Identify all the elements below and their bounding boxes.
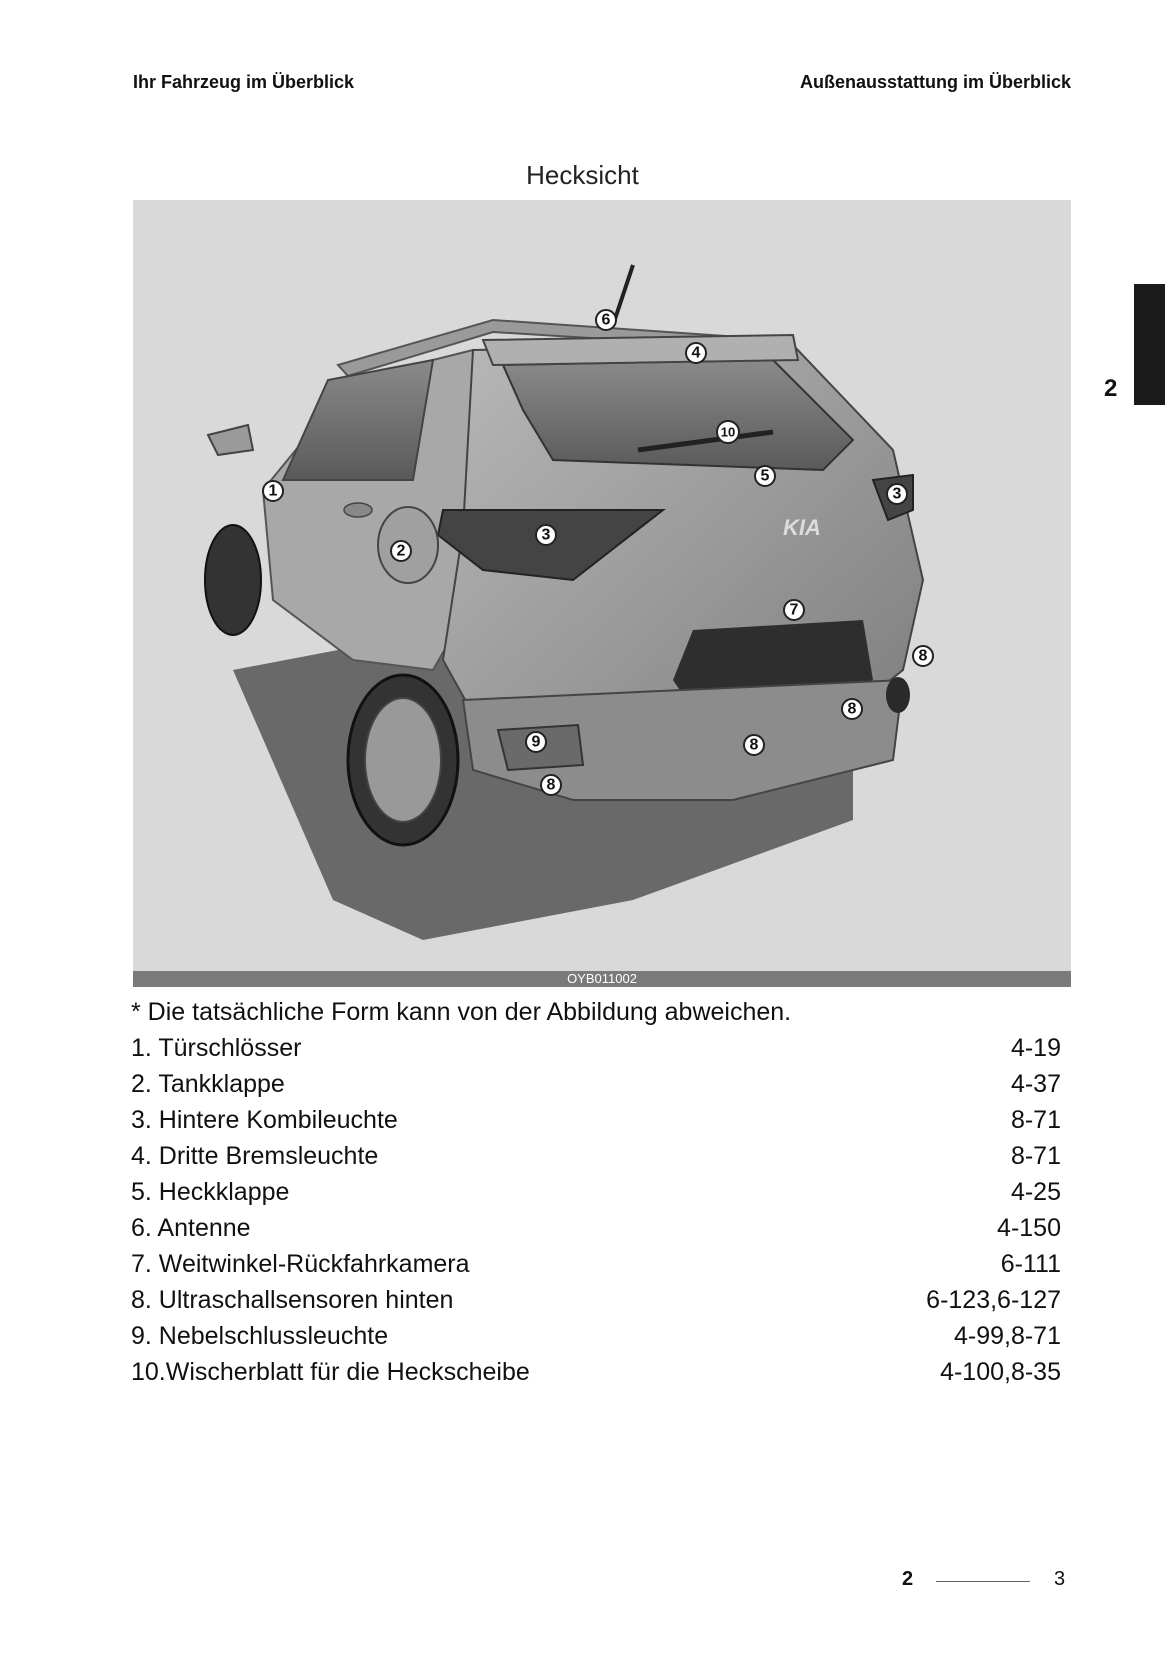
item-page-ref: 8-71 (1010, 1142, 1061, 1170)
callout-8-side (913, 646, 933, 666)
callout-8-center (744, 735, 764, 755)
callout-6 (596, 310, 616, 330)
running-header-right: Außenausstattung im Überblick (799, 72, 1071, 92)
item-label: 7. Weitwinkel-Rückfahrkamera (131, 1250, 470, 1278)
list-item (131, 1354, 1061, 1390)
svg-text:3: 3 (541, 526, 551, 544)
figure-caption-bar (133, 971, 1071, 987)
callout-5 (755, 466, 775, 486)
callout-1 (263, 481, 283, 501)
callout-7 (784, 600, 804, 620)
list-item (131, 1066, 1061, 1102)
item-page-ref: 4-150 (997, 1214, 1061, 1242)
item-label: 6. Antenne (131, 1214, 251, 1242)
item-label: 9. Nebelschlussleuchte (131, 1322, 389, 1350)
item-label: 8. Ultraschallsensoren hinten (131, 1286, 454, 1314)
list-item (131, 1282, 1061, 1318)
svg-text:10: 10 (720, 424, 736, 440)
footer-page-number: 3 (1054, 1568, 1066, 1590)
list-item (131, 1138, 1061, 1174)
list-item (131, 1102, 1061, 1138)
car-rear-drawing (133, 200, 1071, 971)
svg-text:1: 1 (268, 482, 278, 500)
running-header-left: Ihr Fahrzeug im Überblick (133, 72, 355, 92)
callout-3-left (536, 525, 556, 545)
rear-left-rim (365, 698, 441, 822)
item-page-ref: 6-111 (1000, 1250, 1061, 1278)
chapter-tab-number: 2 (1104, 375, 1118, 402)
item-page-ref: 4-99,8-71 (953, 1322, 1061, 1350)
list-item (131, 1246, 1061, 1282)
component-list (131, 1030, 1061, 1390)
exhaust-tip (886, 677, 910, 713)
section-title: Hecksicht (526, 160, 639, 190)
callout-8-right (842, 699, 862, 719)
item-label: 2. Tankklappe (131, 1070, 285, 1098)
item-label: 3. Hintere Kombileuchte (131, 1106, 398, 1134)
item-page-ref: 4-100,8-35 (940, 1358, 1061, 1386)
callout-4 (686, 343, 706, 363)
list-item (131, 1174, 1061, 1210)
item-label: 5. Heckklappe (131, 1178, 290, 1206)
item-page-ref: 6-123,6-127 (926, 1286, 1061, 1314)
rear-view-illustration (133, 200, 1071, 971)
list-item (131, 1210, 1061, 1246)
callout-3-right (887, 484, 907, 504)
door-handle (344, 503, 372, 517)
callout-10 (717, 421, 739, 443)
footer-chapter-number: 2 (902, 1568, 914, 1590)
svg-text:6: 6 (601, 311, 611, 329)
svg-text:8: 8 (847, 700, 857, 718)
svg-text:2: 2 (396, 542, 406, 560)
figure-code: OYB011002 (567, 971, 637, 986)
item-page-ref: 4-37 (1010, 1070, 1061, 1098)
item-page-ref: 4-19 (1010, 1034, 1061, 1062)
side-mirror (208, 425, 253, 455)
callout-8-left (541, 775, 561, 795)
rear-spoiler (483, 335, 798, 365)
item-label: 1. Türschlösser (131, 1034, 302, 1062)
brand-logo: KIA (783, 515, 821, 540)
svg-text:9: 9 (531, 733, 541, 751)
item-label: 4. Dritte Bremsleuchte (131, 1142, 379, 1170)
svg-text:5: 5 (760, 467, 770, 485)
callout-9 (526, 732, 546, 752)
svg-text:4: 4 (691, 344, 701, 362)
svg-text:3: 3 (892, 485, 902, 503)
list-item (131, 1030, 1061, 1066)
disclaimer-note: * Die tatsächliche Form kann von der Abbildung abweichen. (131, 998, 792, 1026)
svg-text:8: 8 (749, 736, 759, 754)
side-window (283, 360, 433, 480)
footer-divider (936, 1581, 1030, 1582)
front-left-wheel (205, 525, 261, 635)
svg-text:8: 8 (918, 647, 928, 665)
chapter-tab-bar (1134, 284, 1165, 405)
svg-text:7: 7 (789, 601, 799, 619)
svg-text:8: 8 (546, 776, 556, 794)
item-label: 10.Wischerblatt für die Heckscheibe (131, 1358, 530, 1386)
list-item (131, 1318, 1061, 1354)
callout-2 (391, 541, 411, 561)
item-page-ref: 8-71 (1010, 1106, 1061, 1134)
item-page-ref: 4-25 (1010, 1178, 1061, 1206)
